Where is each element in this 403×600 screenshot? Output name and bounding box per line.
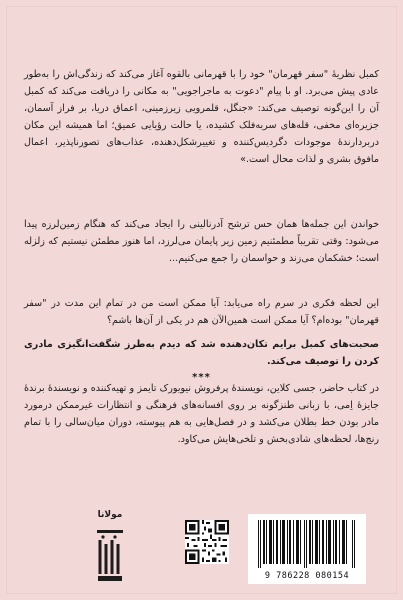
paragraph-intro [24,66,379,168]
paragraph-question [24,295,379,329]
paragraph-text: خواندن این جمله‌ها همان حس ترشح آدرنالینی را ایجاد می‌کند که هنگام زمین‌لرزه پیدا می‌شود: وقتی تقریباً مطمئنیم زمین زیر پایمان می‌لرزد، اما هنوز مطمئن نیستیم که زلزله است؛ خشکمان می‌زند و حواسمان را جمع می‌کنیم... [24,219,379,264]
barcode-icon [256,520,358,568]
paragraph-text: کمبل نظریهٔ "سفر قهرمان" خود را با قهرمانی بالقوه آغاز می‌کند که زندگی‌اش را به‌طور عادی پیش می‌برد. او با پیام "دعوت به ماجراجویی" به مکانی را دریافت می‌کند که کمبل آن را این‌گونه توصیف می‌کند: «جنگل، قلمرویی زیرزمینی، اعماق دریا، بر فراز آسمان، جزیره‌ای مخفی، قله‌های سربه‌فلک کشیده، یا حالت رؤیایی عمیق؛ اما همیشه این مکان دربردارندهٔ موجودات دگردیس‌کننده و تغییرشکل‌دهنده، عذاب‌های تصورناپذیر، اعمال مافوق بشری و لذات محال است.» [24,69,379,165]
section-separator: *** [192,372,211,383]
qr-code-icon [185,520,229,564]
publisher-name: مولانا [97,510,123,520]
paragraph-about-book [24,380,379,448]
paragraph-text: در کتاب حاضر، جسی کلاین، نویسندهٔ پرفروش نیویورک تایمز و تهیه‌کننده و نویسندهٔ برندهٔ جایزهٔ اِمی، با زبانی طنزگونه بر روی افسانه‌های فرهنگی و انتظارات غیرممکن درمورد مادر بودن خط بطلان می‌کشد و در فصل‌هایی به هم پیوسته، دوران میان‌سالی را با تمام رنج‌ها، لحظه‌های شادی‌بخش و تلخی‌هایش می‌کاود. [24,383,379,445]
isbn-number: 9 786228 080154 [264,571,350,581]
isbn-barcode [248,514,366,584]
paragraph-text: صحبت‌های کمبل برایم تکان‌دهنده شد که دیدم به‌طرز شگفت‌انگیزی مادری کردن را توصیف می‌کند. [24,339,379,367]
paragraph-adrenaline [24,216,379,267]
paragraph-bold-statement [24,336,379,370]
publisher-logo-icon [92,510,128,586]
paragraph-text: این لحظه فکری در سرم راه می‌یابد: آیا ممکن است من در تمام این مدت در "سفر قهرمان" بوده‌ام؟ آیا ممکن است همین‌الآن هم در یکی از آن‌ها باشم؟ [24,298,379,326]
